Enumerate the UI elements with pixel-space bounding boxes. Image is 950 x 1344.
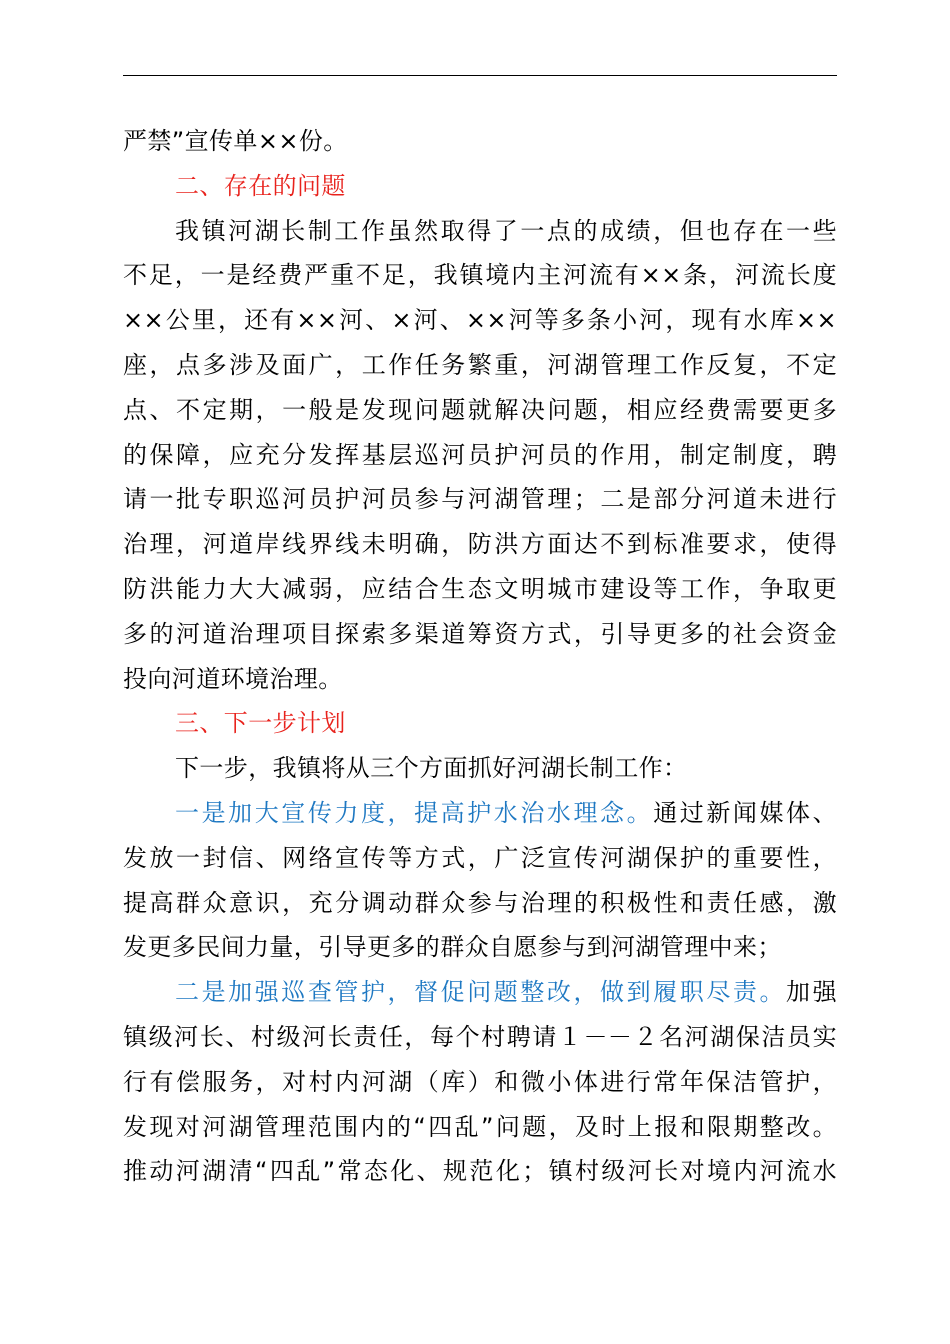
text-line: 推动河湖清“四乱”常态化、规范化；镇村级河长对境内河流水 (123, 1157, 837, 1186)
text-line: 镇级河长、村级河长责任，每个村聘请１－－２名河湖保洁员实 (123, 1022, 837, 1051)
document-body (123, 119, 837, 1194)
section-heading-problems: 二、存在的问题 (175, 171, 346, 200)
text-line: 请一批专职巡河员护河员参与河湖管理；二是部分河道未进行 (123, 485, 837, 514)
text-line: ××公里，还有××河、×河、××河等多条小河，现有水库×× (123, 306, 837, 335)
plan-item-text: 加强 (786, 978, 837, 1007)
text-line: 提高群众意识，充分调动群众参与治理的积极性和责任感，激 (123, 888, 837, 917)
text-line: 座，点多涉及面广，工作任务繁重，河湖管理工作反复，不定 (123, 350, 837, 379)
text-line: 发更多民间力量，引导更多的群众自愿参与到河湖管理中来； (123, 933, 782, 962)
header-rule (123, 75, 837, 76)
plan-item-text: 通过新闻媒体、 (653, 798, 837, 827)
plan-item-title: 二是加强巡查管护，督促问题整改，做到履职尽责。 (175, 978, 787, 1007)
text-line: 点、不定期，一般是发现问题就解决问题，相应经费需要更多 (123, 395, 837, 424)
text-line: 行有偿服务，对村内河湖（库）和微小体进行常年保洁管护， (123, 1067, 837, 1096)
text-line: 的保障，应充分发挥基层巡河员护河员的作用，制定制度，聘 (123, 440, 837, 469)
text-line: 投向河道环境治理。 (123, 664, 343, 693)
text-line: 不足，一是经费严重不足，我镇境内主河流有××条，河流长度 (123, 261, 837, 290)
section-heading-next-plan: 三、下一步计划 (175, 709, 346, 738)
text-line (123, 970, 837, 1015)
plan-item-title: 一是加大宣传力度，提高护水治水理念。 (175, 798, 654, 827)
plan-item-publicity (123, 791, 837, 970)
text-line: 我镇河湖长制工作虽然取得了一点的成绩，但也存在一些 (175, 216, 837, 245)
text-line: 治理，河道岸线界线未明确，防洪方面达不到标准要求，使得 (123, 530, 837, 559)
text-line: 发现对河湖管理范围内的“四乱”问题，及时上报和限期整改。 (123, 1112, 837, 1141)
text-line: 严禁”宣传单××份。 (123, 127, 348, 155)
text-line: 下一步，我镇将从三个方面抓好河湖长制工作： (175, 754, 688, 783)
text-line: 防洪能力大大减弱，应结合生态文明城市建设等工作，争取更 (123, 574, 837, 603)
text-line: 发放一封信、网络宣传等方式，广泛宣传河湖保护的重要性， (123, 843, 837, 872)
text-line: 多的河道治理项目探索多渠道筹资方式，引导更多的社会资金 (123, 619, 837, 648)
text-line (123, 791, 837, 836)
paragraph-problems (123, 209, 837, 702)
plan-item-inspection (123, 970, 837, 1194)
